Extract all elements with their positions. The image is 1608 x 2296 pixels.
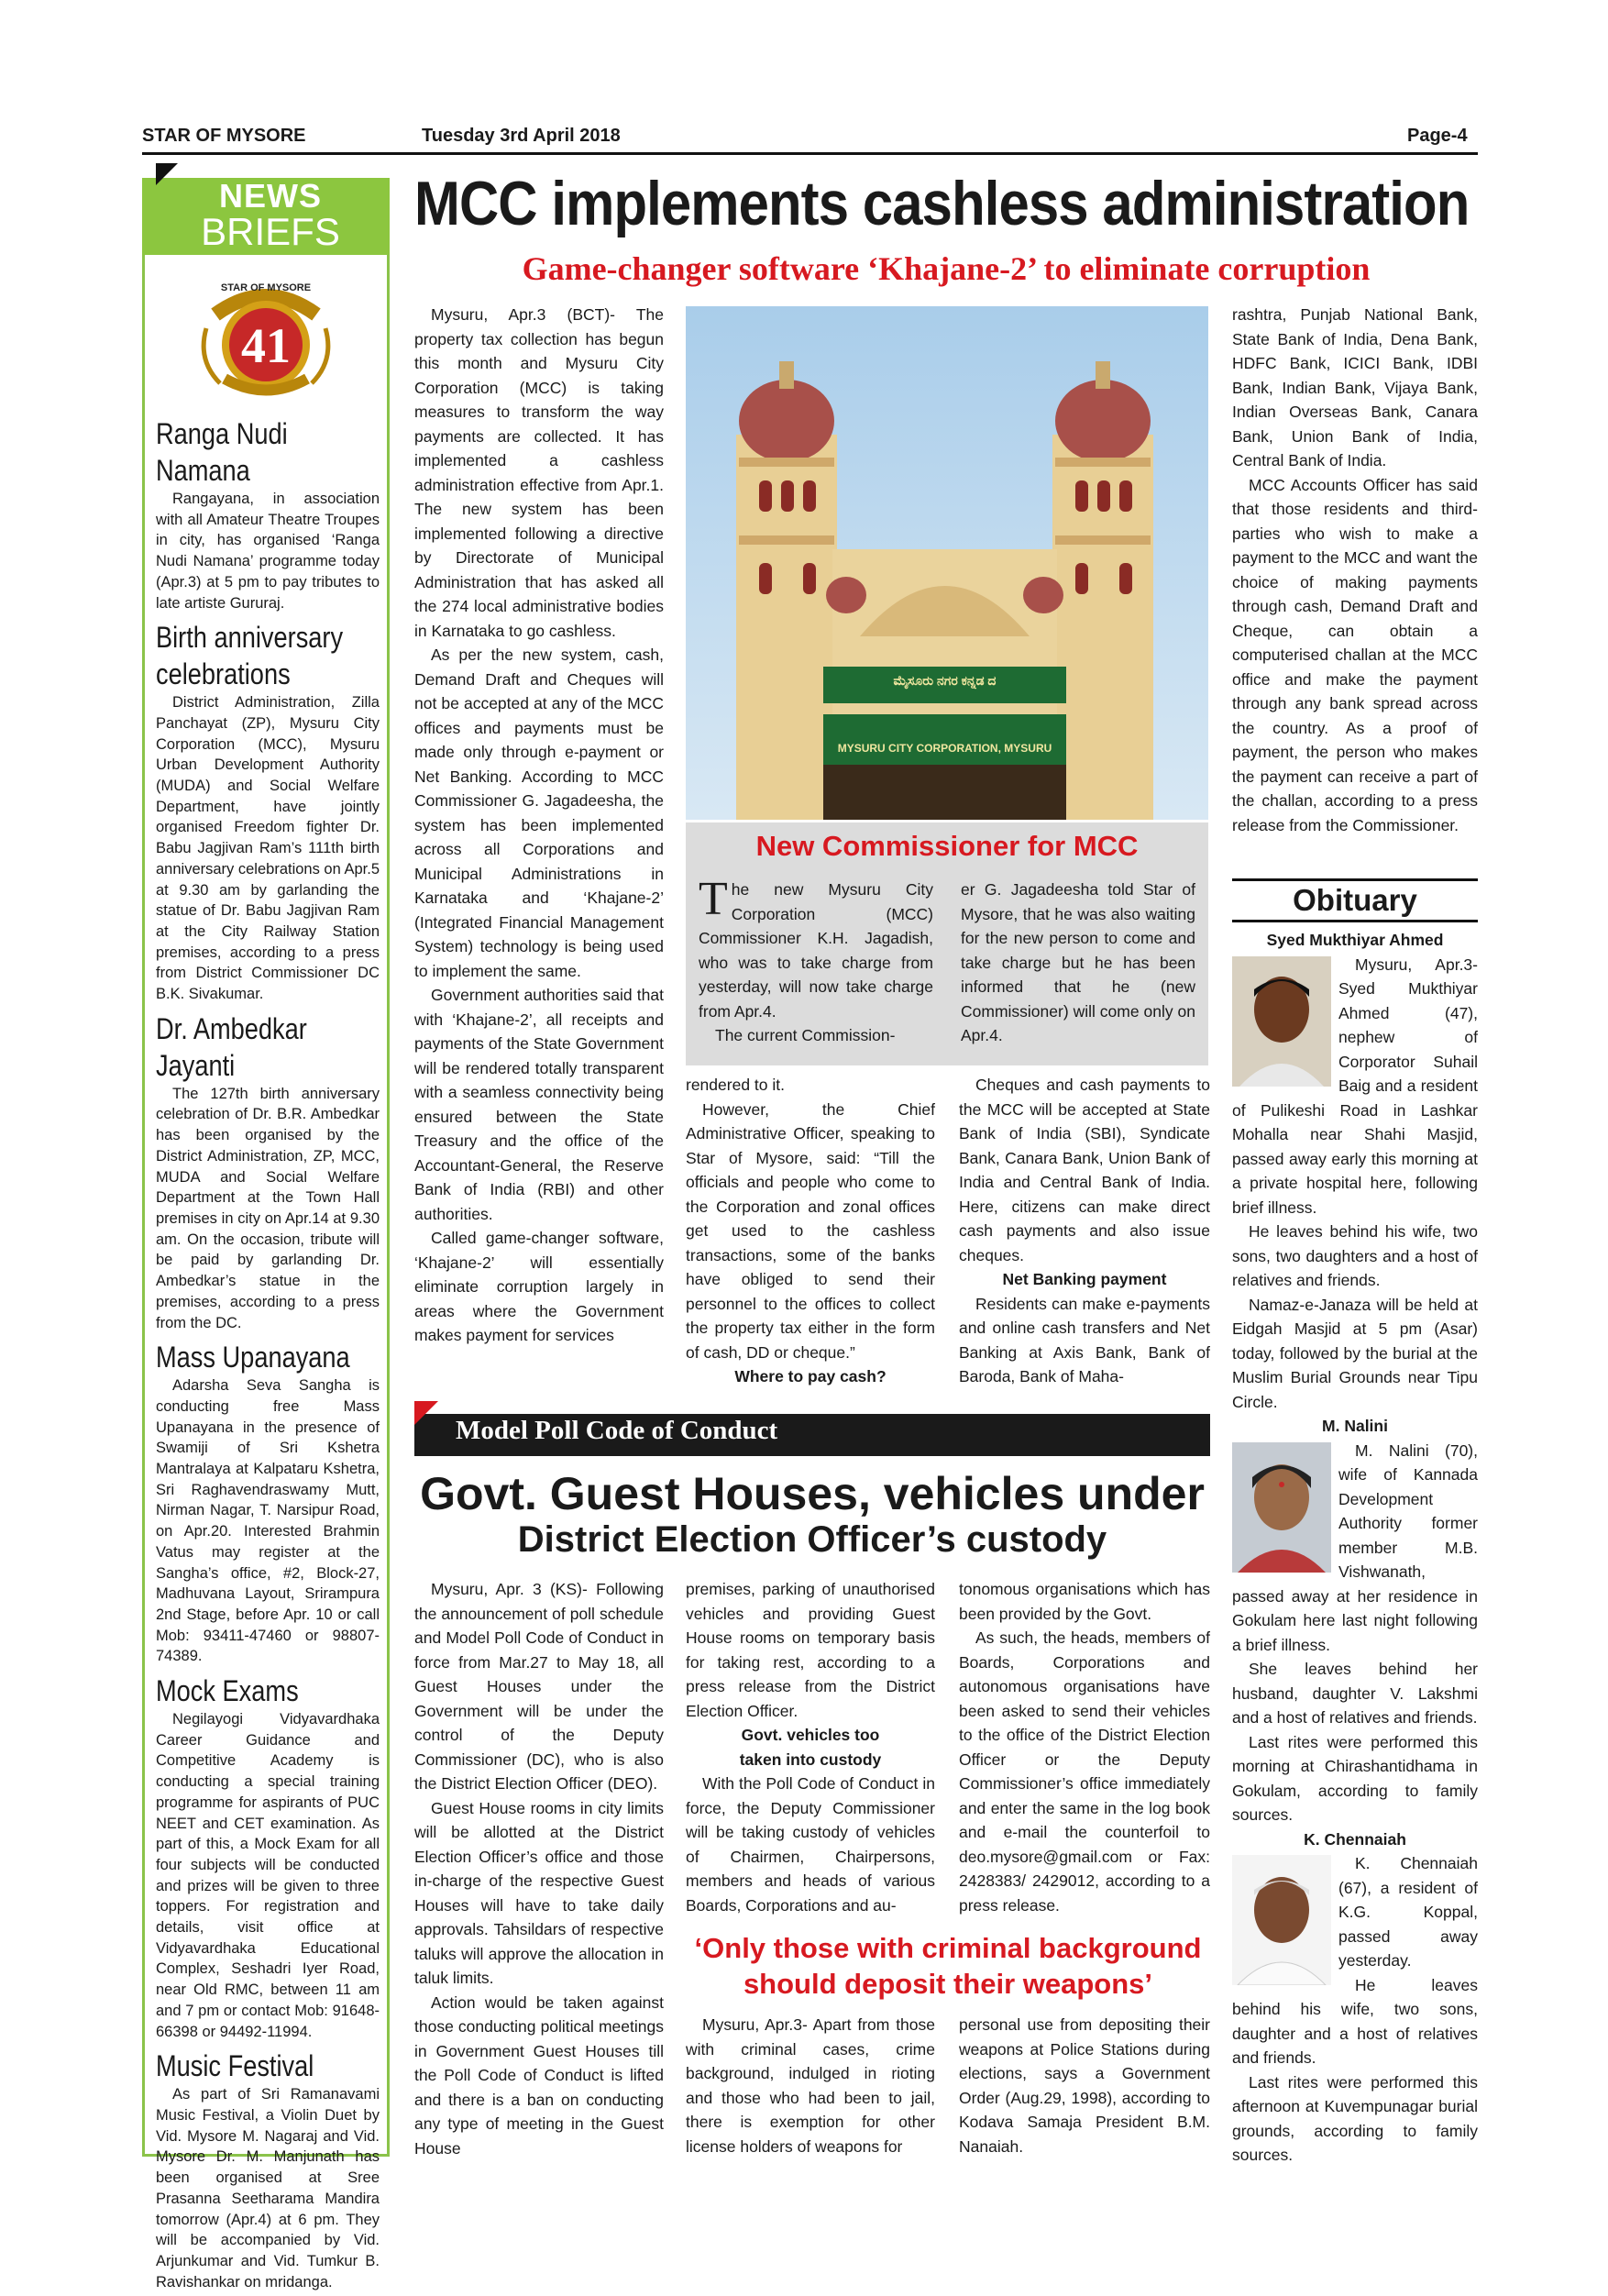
corner-mark-icon xyxy=(156,163,178,185)
poll-headline-line2: District Election Officer’s custody xyxy=(517,1519,1107,1560)
brief-title: Mass Upanayana xyxy=(156,1341,350,1374)
brief-title: Ranga Nudi Namana xyxy=(156,417,288,487)
sign-kannada: ಮೈಸೂರು ನಗರ ಕನ್ನಡ ದ xyxy=(893,673,997,688)
brief-title: Music Festival xyxy=(156,2049,314,2083)
brief-item xyxy=(156,619,380,1005)
news-briefs-briefs: BRIEFS xyxy=(201,210,340,253)
weapons-col1 xyxy=(686,2013,935,2158)
paper-name: STAR OF MYSORE xyxy=(142,126,306,146)
portrait-nalini xyxy=(1232,1442,1331,1573)
brief-item xyxy=(156,1672,380,2042)
brief-body: The 127th birth anniversary celebration of Dr. B.R. Ambedkar has been organised by the District Administration, ZP, MCC, MUDA and Social Welfare Department at the Town Hall premises in city on Apr.14 at 9.30 am. On the occasion, tribute will be paid by garlanding Dr. Ambedkar’s statue in the premises, according to a press from the DC. xyxy=(156,1085,380,1331)
brief-title: Birth anniversary celebrations xyxy=(156,621,344,691)
brief-title: Mock Exams xyxy=(156,1674,299,1708)
main-subhead: Game-changer software ‘Khajane-2’ to eliminate corruption xyxy=(522,250,1371,287)
brief-item xyxy=(156,2048,380,2292)
obituary-text: He leaves behind his wife, two sons, daughter and a host of relatives and friends. xyxy=(1232,1975,1478,2067)
obituary-text: She leaves behind her husband, daughter V. Lakshmi and a host of relatives and friends. xyxy=(1232,1660,1478,1727)
obituary-name: K. Chennaiah xyxy=(1304,1829,1406,1849)
commissioner-col2: er G. Jagadeesha told Star of Mysore, that he was also waiting for the new person to come and take charge but he has been informed that he (new Commissioner) will come only on Apr.4. xyxy=(961,880,1195,1044)
portrait-chennaiah xyxy=(1232,1855,1331,1985)
poll-col3 xyxy=(959,1577,1210,1917)
paragraph: Called game-changer software, ‘Khajane-2’ will essentially eliminate corruption largely in areas where the Government makes payment for services xyxy=(414,1229,664,1344)
brief-body: Adarsha Seva Sangha is conducting free Mass Upanayana in the presence of Swamiji of Sri Kshetra Mantralaya at Kalpataru Kshetra, Sri Raghavendraswamy Mutt, Nirman Nagar, T. Narsipur Road, on Apr.20. Interested Brahmin Vatus may register at the Sangha’s office, #2, Block-27, Madhuvana Layout, Srirampura 2nd Stage, before Apr. 10 or call Mob: 93411-47460 or 98807-74389. xyxy=(156,1377,380,1665)
news-briefs-news: NEWS xyxy=(219,177,322,215)
obituary-text: He leaves behind his wife, two sons, two daughters and a host of relatives and friends. xyxy=(1232,1222,1478,1289)
briefs-list xyxy=(156,415,380,2296)
brief-body: Rangayana, in association with all Amateur Theatre Troupes in city, has organised ‘Ranga Nudi Namana’ programme today (Apr.3) at 5 pm to pay tributes to late artiste Gururaj. xyxy=(156,491,380,612)
issue-date: Tuesday 3rd April 2018 xyxy=(422,126,621,146)
corner-mark-icon xyxy=(414,1401,438,1425)
brief-item xyxy=(156,1010,380,1333)
obituary-text: Mysuru, Apr.3- Syed Mukthiyar Ahmed (47), nephew of Corporator Suhail Baig and a resident of Pulikeshi Road in Lashkar Mohalla near Shahi Masjid, passed away early this morning at a private hospital here, following brief illness. xyxy=(1232,955,1478,1217)
obituary-text: M. Nalini (70), wife of Kannada Development Authority former member M.B. Vishwanath, passed away at her residence in Gokulam here last night following a brief illness. xyxy=(1232,1441,1478,1654)
paragraph: However, the Chief Administrative Officer, speaking to Star of Mysore, said: “Till the officials and people who come to the Corporation and zonal offices get used to the cashless transactions, some of the banks have obliged to send their personnel to the offices to collect the property tax either in the form of cash, DD or cheque.” xyxy=(686,1099,935,1362)
obituary-text: Last rites were performed this afternoon at Kuvempunagar burial grounds, according to family sources. xyxy=(1232,2072,1478,2164)
obituary-text: K. Chennaiah (67), a resident of K.G. Koppal, passed away yesterday. xyxy=(1338,1854,1478,1970)
main-headline: MCC implements cashless administration xyxy=(414,169,1470,238)
obituary-text: Last rites were performed this morning at Chirashantidhama in Gokulam, according to family sources. xyxy=(1232,1732,1478,1824)
logo-text: STAR OF MYSORE xyxy=(220,282,312,293)
subhead-net-banking: Net Banking payment xyxy=(1002,1270,1167,1288)
weapons-col2: personal use from depositing their weapons at Police Stations during elections, says a Government Order (Aug.29, 1998), according to Kodava Samaja President B.M. Nanaiah. xyxy=(959,2015,1210,2156)
commissioner-text: he new Mysuru City Corporation (MCC) Commissioner K.H. Jagadish, who was to take charge from yesterday, will now take charge from Apr.4. xyxy=(699,880,933,1021)
paragraph: tonomous organisations which has been provided by the Govt. xyxy=(959,1580,1210,1623)
page-number: Page-4 xyxy=(1407,126,1468,146)
weapons-headline xyxy=(686,1930,1210,2002)
paragraph: As such, the heads, members of Boards, Corporations and autonomous organisations have been asked to send their vehicles to the office of the District Election Officer or the Deputy Commissioner’s office immediately and enter the same in the log book and e-mail the counterfoil to deo.mysore@gmail.com or Fax: 2428383/ 2429012, according to a press release. xyxy=(959,1628,1210,1915)
obituary-title: Obituary xyxy=(1232,878,1478,922)
weapons-headline-line1: ‘Only those with criminal background xyxy=(694,1932,1202,1964)
paragraph: MCC Accounts Officer has said that those residents and third-parties who wish to make a payment to the MCC and want the choice of making payments through cash, Demand Draft and Cheque, can obtain a computerised challan at the MCC office and make the payment through any bank spread across the country. As a proof of payment, the person who makes the payment can receive a part of the challan, according to a press release from the Commissioner. xyxy=(1232,475,1478,834)
poll-subhead-1: Govt. vehicles too xyxy=(741,1726,880,1744)
model-poll-title: Model Poll Code of Conduct xyxy=(456,1416,778,1445)
paragraph: Government authorities said that with ‘Khajane-2’, all receipts and payments of the State Government will be rendered totally transparent with a seamless connectivity being ensured between the State Treasury and the office of the Accountant-General, the Reserve Bank of India (RBI) and other authorities. xyxy=(414,986,664,1223)
paragraph: Mysuru, Apr.3 (BCT)- The property tax collection has begun this month and Mysuru City Corporation (MCC) is taking measures to transform the way payments are collected. It has implemented a cashless administration effective from Apr.1. The new system has been implemented following a directive by Directorate of Municipal Administration that has asked all the 274 local administrative bodies in Karnataka to go cashless. xyxy=(414,305,664,640)
brief-body: Negilayogi Vidyavardhaka Career Guidance and Competitive Academy is conducting a special training programme for aspirants of PUC NEET and CET examination. As part of this, a Mock Exam for all four subjects will be conducted and prizes will be given to three toppers. For registration and details, visit office at Vidyavardhaka Educational Complex, Seshadri Iyer Road, near Old RMC, between 11 am and 7 pm or contact Mob: 91648-66398 or 94492-11994. xyxy=(156,1711,380,2040)
paragraph: With the Poll Code of Conduct in force, the Deputy Commissioner will be taking custody of vehicles of Chairmen, Chairpersons, members and heads of various Boards, Corporations and au- xyxy=(686,1774,935,1915)
drop-cap: T xyxy=(699,873,728,925)
subhead-where-to-pay: Where to pay cash? xyxy=(734,1367,887,1385)
paragraph: As per the new system, cash, Demand Draft and Cheques will not be accepted at any of the MCC offices and payments must be made only through e-payment or Net Banking. According to MCC Commissioner G. Jagadeesha, the system has been implemented across all Corporations and Municipal Administrations in Karnataka and ‘Khajane-2’ (Integrated Financial Management System) technology is being used to implement the same. xyxy=(414,646,664,980)
poll-col2 xyxy=(686,1577,935,1917)
brief-body: District Administration, Zilla Panchayat (ZP), Mysuru City Corporation (MCC), Mysuru Urban Development Authority (MUDA) and Social Welfare Department, have jointly organised Freedom fighter Dr. Babu Jagjivan Ram’s 111th birth anniversary celebrations on Apr.5 at 9.30 am by garlanding the statue of Dr. Babu Jagjivan Ram at the City Railway Station premises, according to a press from District Commissioner DC B.K. Sivakumar. xyxy=(156,694,380,1003)
brief-item xyxy=(156,415,380,613)
portrait-syed xyxy=(1232,956,1331,1087)
paragraph: Action would be taken against those conducting political meetings in Government Guest Houses till the Poll Code of Conduct is lifted and there is a ban on conducting any type of meeting in the Guest House xyxy=(414,1992,664,2158)
logo-number: 41 xyxy=(241,318,291,373)
anniversary-logo xyxy=(179,273,353,411)
weapons-headline-line2: should deposit their weapons’ xyxy=(743,1968,1153,2000)
header-rule xyxy=(142,152,1478,155)
brief-title: Dr. Ambedkar Jayanti xyxy=(156,1011,307,1082)
brief-body: As part of Sri Ramanavami Music Festival, a Violin Duet by Vid. Mysore M. Nagaraj and Vid. Mysore Dr. M. Manjunath has been organised at Sree Prasanna Seetharama Mandira tomorrow (Apr.4) at 6 pm. They will be accompanied by Vid. Arjunkumar and Vid. Tumkur B. Ravishankar on mridanga. xyxy=(156,2086,380,2290)
main-article-col1 xyxy=(414,303,664,1348)
mcc-building-photo xyxy=(686,306,1208,820)
paragraph: rendered to it. xyxy=(686,1076,785,1094)
brief-item xyxy=(156,1339,380,1667)
obituary-column xyxy=(1232,928,1478,2168)
paragraph: Residents can make e-payments and online cash transfers and Net Banking at Axis Bank, Bank of Baroda, Bank of Maha- xyxy=(959,1294,1210,1385)
obituary-name: Syed Mukthiyar Ahmed xyxy=(1266,931,1444,949)
commissioner-text-b: The current Commission- xyxy=(715,1026,896,1044)
commissioner-col1 xyxy=(699,873,933,1048)
paragraph: Cheques and cash payments to the MCC will be accepted at State Bank of India (SBI), Syndicate Bank, Canara Bank, Union Bank of India and Central Bank of India. Here, citizens can make direct cash payments and also issue cheques. xyxy=(959,1076,1210,1264)
main-article-col3 xyxy=(959,1073,1210,1389)
obituary-name: M. Nalini xyxy=(1322,1417,1388,1435)
main-article-col2 xyxy=(686,1073,935,1389)
paragraph: Mysuru, Apr. 3 (KS)- Following the announcement of poll schedule and Model Poll Code of Conduct in force from Mar.27 to May 18, all Guest Houses under the Government will be under the control of the Deputy Commissioner (DC), who is also the District Election Officer (DEO). xyxy=(414,1580,664,1793)
paragraph: rashtra, Punjab National Bank, State Bank of India, Dena Bank, HDFC Bank, ICICI Bank, IDBI Bank, Indian Bank, Vijaya Bank, Indian Overseas Bank, Canara Bank, Union Bank of India, Central Bank of India. xyxy=(1232,305,1478,469)
paragraph: premises, parking of unauthorised vehicles and providing Guest House rooms on temporary basis for taking rest, according to a press release from the District Election Officer. xyxy=(686,1580,935,1720)
paragraph: Guest House rooms in city limits will be allotted at the District Election Officer’s office and those in-charge of the respective Guest Houses will have to take daily approvals. Tahsildars of respective taluks will approve the allocation in taluk limits. xyxy=(414,1798,664,1987)
sign-english: MYSURU CITY CORPORATION, MYSURU xyxy=(837,742,1052,755)
poll-col1 xyxy=(414,1577,664,2160)
poll-headline-line1: Govt. Guest Houses, vehicles under xyxy=(420,1468,1205,1519)
obituary-text: Namaz-e-Janaza will be held at Eidgah Masjid at 5 pm (Asar) today, followed by the burial at the Muslim Burial Grounds near Tipu Circle. xyxy=(1232,1295,1478,1411)
poll-subhead-2: taken into custody xyxy=(739,1750,882,1769)
main-article-col4 xyxy=(1232,303,1478,837)
paragraph: Mysuru, Apr.3- Apart from those with criminal cases, crime background, indulged in rioting and those who had been to jail, there is exemption for other license holders of weapons for xyxy=(686,2015,935,2156)
new-commissioner-title: New Commissioner for MCC xyxy=(755,830,1139,862)
